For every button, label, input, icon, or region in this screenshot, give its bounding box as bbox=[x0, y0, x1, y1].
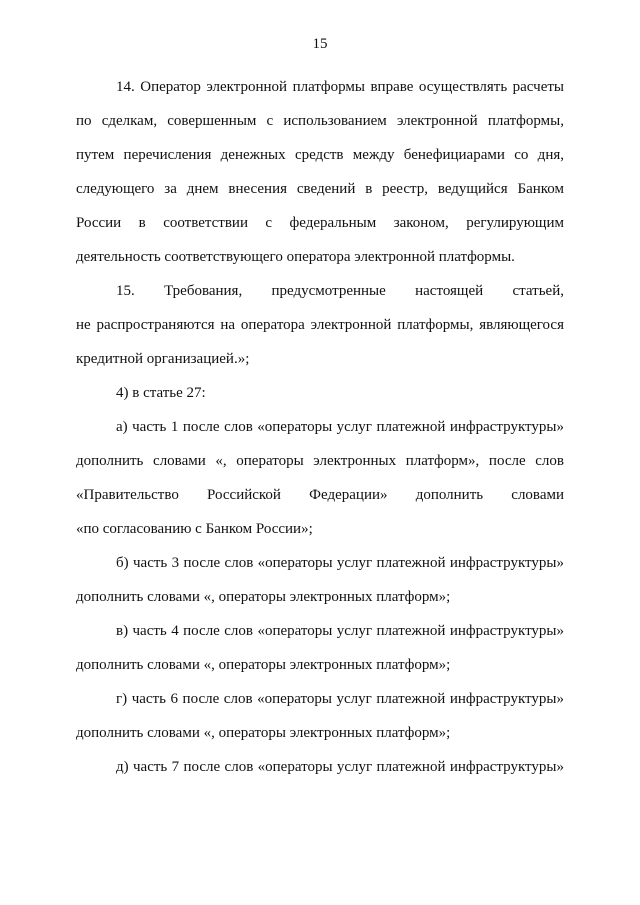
text-line: г) часть 6 после слов «операторы услуг платежной инфраструктуры» bbox=[116, 691, 564, 707]
text-line: 14. Оператор электронной платформы вправе осуществлять расчеты bbox=[116, 79, 564, 95]
text-line: дополнить словами «, операторы электронных платформ»; bbox=[76, 589, 451, 605]
text-line: д) часть 7 после слов «операторы услуг платежной инфраструктуры» bbox=[116, 759, 564, 775]
text-line: 4) в статье 27: bbox=[116, 385, 206, 401]
text-line: в) часть 4 после слов «операторы услуг платежной инфраструктуры» bbox=[116, 623, 564, 639]
text-line: дополнить словами «, операторы электронных платформ»; bbox=[76, 657, 451, 673]
text-line: дополнить словами «, операторы электронных платформ», после слов bbox=[76, 453, 564, 469]
text-line: дополнить словами «, операторы электронных платформ»; bbox=[76, 725, 451, 741]
text-line: б) часть 3 после слов «операторы услуг платежной инфраструктуры» bbox=[116, 555, 564, 571]
text-line: следующего за днем внесения сведений в реестр, ведущийся Банком bbox=[76, 181, 564, 197]
text-line: «по согласованию с Банком России»; bbox=[76, 521, 313, 537]
text-line: 15. Требования, предусмотренные настоящей статьей, bbox=[116, 283, 564, 299]
document-body bbox=[76, 70, 564, 784]
text-line: по сделкам, совершенным с использованием электронной платформы, bbox=[76, 113, 564, 129]
text-line: кредитной организацией.»; bbox=[76, 351, 250, 367]
text-line: деятельность соответствующего оператора электронной платформы. bbox=[76, 249, 515, 265]
text-line: а) часть 1 после слов «операторы услуг платежной инфраструктуры» bbox=[116, 419, 564, 435]
text-line: путем перечисления денежных средств между бенефициарами со дня, bbox=[76, 147, 564, 163]
page-number: 15 bbox=[312, 36, 328, 52]
text-line: «Правительство Российской Федерации» дополнить словами bbox=[76, 487, 564, 503]
text-line: не распространяются на оператора электронной платформы, являющегося bbox=[76, 317, 564, 333]
text-line: России в соответствии с федеральным законом, регулирующим bbox=[76, 215, 564, 231]
